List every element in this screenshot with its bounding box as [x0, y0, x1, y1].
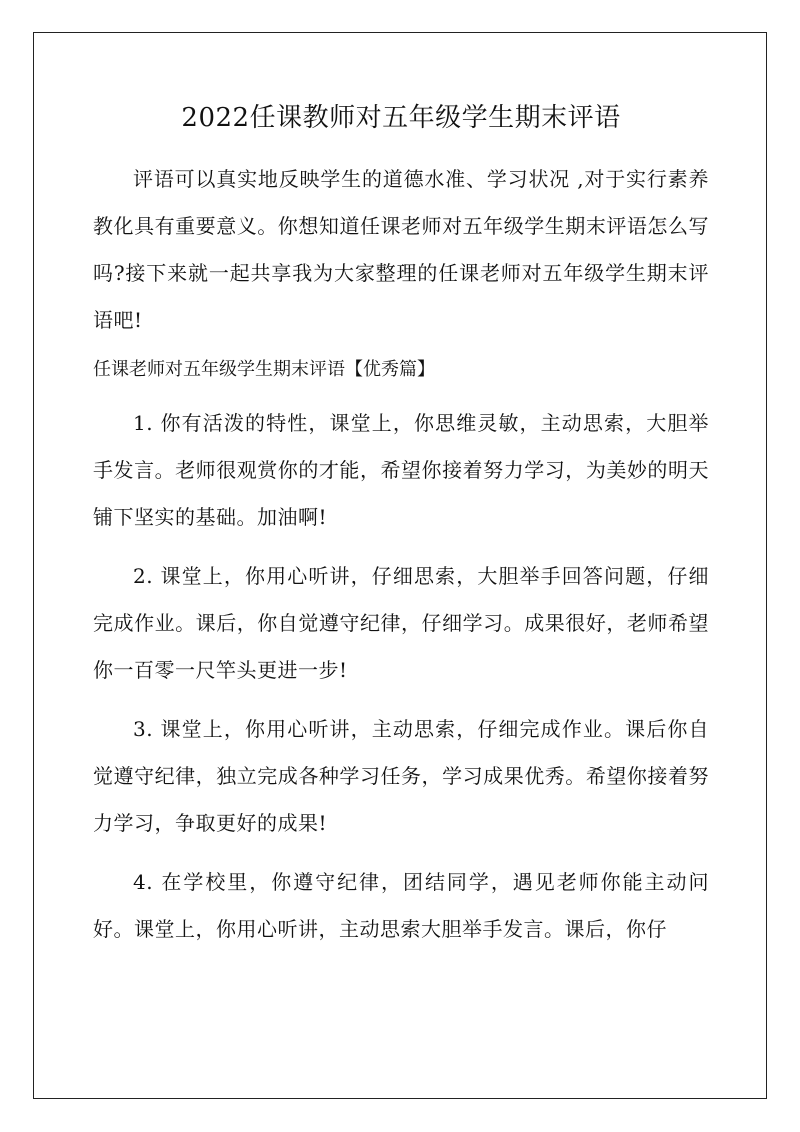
intro-paragraph: 评语可以真实地反映学生的道德水准、学习状况 ,对于实行素养教化具有重要意义。你想知道任课老师对五年级学生期末评语怎么写吗?接下来就一起共享我为大家整理的任课老师对五年级学生期末评语吧!	[93, 167, 709, 332]
comment-item-1: 1. 你有活泼的特性，课堂上，你思维灵敏，主动思索，大胆举手发言。老师很观赏你的才能，希望你接着努力学习，为美妙的明天铺下坚实的基础。加油啊!	[93, 411, 709, 529]
section-heading: 任课老师对五年级学生期末评语【优秀篇】	[93, 359, 435, 380]
comment-item-4: 4. 在学校里，你遵守纪律，团结同学，遇见老师你能主动问好。课堂上，你用心听讲，主动思索大胆举手发言。课后，你仔	[93, 870, 709, 941]
comment-item-2: 2. 课堂上，你用心听讲，仔细思索，大胆举手回答问题，仔细完成作业。课后，你自觉遵守纪律，仔细学习。成果很好，老师希望你一百零一尺竿头更进一步!	[93, 564, 709, 682]
document-title: 2022任课教师对五年级学生期末评语	[181, 103, 621, 133]
comment-item-3: 3. 课堂上，你用心听讲，主动思索，仔细完成作业。课后你自觉遵守纪律，独立完成各种学习任务，学习成果优秀。希望你接着努力学习，争取更好的成果!	[93, 717, 709, 835]
document-body	[93, 96, 709, 953]
